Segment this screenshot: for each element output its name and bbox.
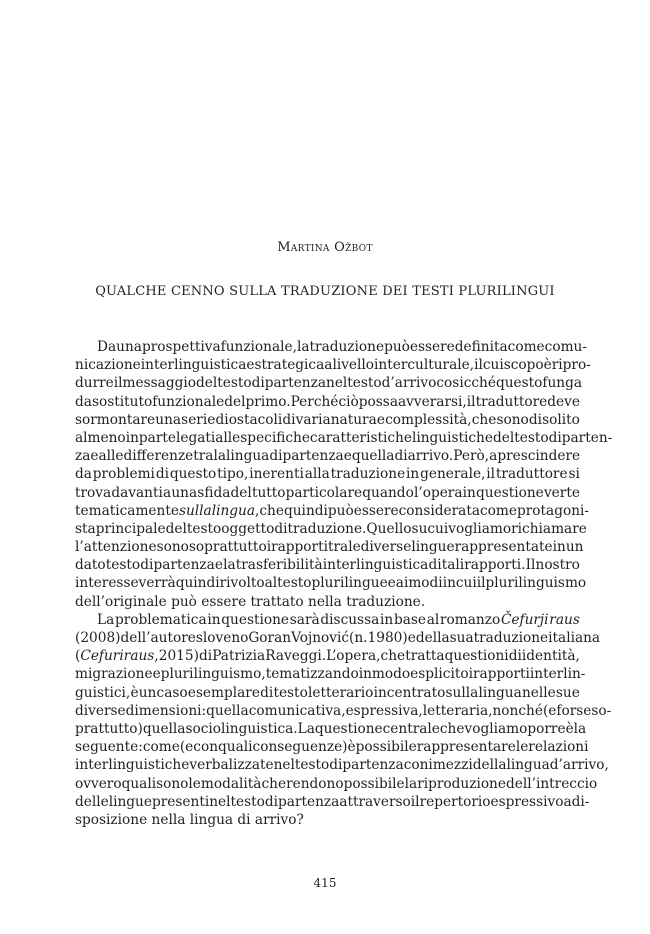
text-line: interlinguistiche verbalizzate nel testo di partenza con i mezzi della lingua d’arrivo, (75, 757, 609, 774)
text-line: (2008) dell’autore sloveno Goran Vojnović (n. 1980) e della sua traduzione italiana (75, 630, 601, 646)
text-line: da problemi di questo tipo, inerenti alla traduzione in generale, il traduttore si (75, 466, 580, 483)
text-line: sposizione nella lingua di arrivo? (75, 811, 304, 828)
text-line: za e alle differenze tra la lingua di partenza e quella di arrivo. Però, a prescindere (75, 448, 581, 465)
text-line: sormontare una serie di ostacoli di varia natura e complessità, che sono di solito (75, 411, 580, 428)
paragraph (75, 338, 613, 611)
paragraph (75, 611, 612, 829)
article-title: QUALCHE CENNO SULLA TRADUZIONE DEI TESTI PLURILINGUI (95, 284, 555, 299)
text-line: delle lingue presenti nel testo di partenza attraverso il repertorio espressivo a di- (75, 793, 590, 810)
text-line: nicazione interlinguistica e strategica a livello interculturale, il cui scopo è ripro- (75, 357, 591, 374)
author-first-rest: artina (290, 240, 330, 255)
text-line: da sostituto funzionale del primo. Perché ciò possa avverarsi, il traduttore deve (75, 393, 580, 410)
text-line: durre il messaggio del testo di partenza nel testo d’arrivo cosicché questo funga (75, 375, 583, 392)
text-line: guistici, è un caso esemplare di testo letterario incentrato sulla lingua nelle sue (75, 684, 580, 701)
author-first-initial: M (277, 240, 291, 255)
text-line: almeno in parte legati alle specifiche caratteristiche linguistiche del testo di parten- (75, 429, 613, 446)
author-name (0, 240, 650, 255)
text-line: interesse verrà quindi rivolto al testo plurilingue e ai modi in cui il plurilinguismo (75, 575, 587, 592)
text-line: trova davanti a una sfida del tutto particolare quando l’opera in questione verte (75, 484, 580, 501)
text-line: dell’originale può essere trattato nella traduzione. (75, 593, 426, 610)
page-number: 415 (313, 876, 337, 890)
text-line: (Cefuri raus, 2015) di Patrizia Raveggi. L’opera, che tratta questioni di identità, (75, 648, 580, 665)
text-line: diverse dimensioni: quella comunicativa, espressiva, letteraria, nonché (e forse so- (75, 702, 612, 719)
author-last-rest: žbot (345, 240, 373, 255)
text-line: l’attenzione sono soprattutto i rapporti tra le diverse lingue rappresentate in un (75, 539, 584, 556)
text-line: prattutto) quella sociolinguistica. La questione centrale che vogliamo porre è la (75, 720, 587, 737)
author-last-initial: O (334, 240, 346, 255)
text-line: tematicamente sulla lingua, che quindi può essere considerata come protagoni- (75, 502, 590, 519)
text-line: ovvero quali sono le modalità che rendono possibile la riproduzione dell’intreccio (75, 775, 598, 792)
text-line: dato testo di partenza e la trasferibilità interlinguistica di tali rapporti. Il nostro (75, 557, 580, 574)
article-body (75, 338, 613, 829)
text-line: seguente: come (e con quali conseguenze) è possibile rappresentare le relazioni (75, 739, 589, 756)
text-line: migrazione e plurilinguismo, tematizzando in modo esplicito i rapporti interlin- (75, 666, 586, 683)
text-line: sta principale del testo oggetto di traduzione. Quello su cui vogliamo richiamare (75, 520, 587, 537)
text-line: La problematica in questione sarà discussa in base al romanzo Čefurji raus (97, 611, 580, 628)
text-line: Da una prospettiva funzionale, la traduzione può essere definita come comu- (97, 339, 587, 355)
